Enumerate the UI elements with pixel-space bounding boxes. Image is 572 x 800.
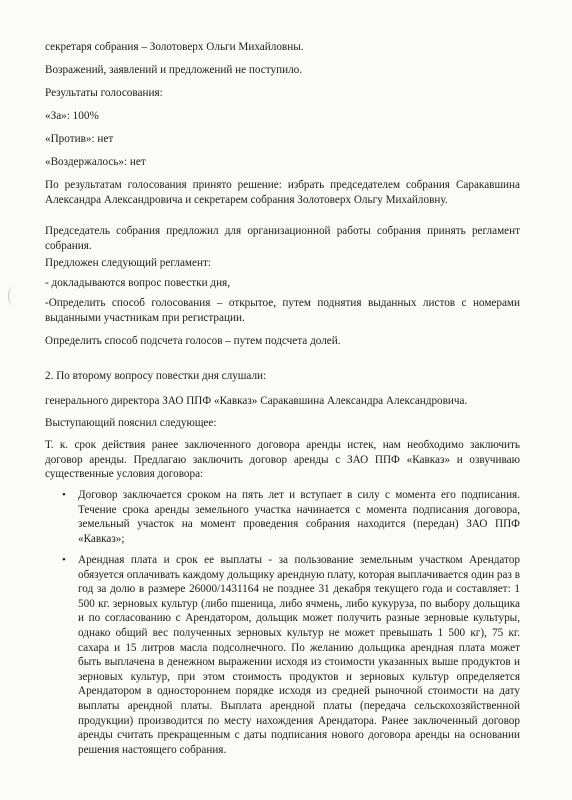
speaker-explained: Выступающий пояснил следующее:	[45, 417, 217, 429]
objections-line: Возражений, заявлений и предложений не поступило.	[45, 64, 303, 76]
reglament-intro: Предложен следующий регламент:	[45, 257, 211, 269]
bullet-marker: •	[62, 489, 66, 501]
reglament-item-1: - докладываются вопрос повестки дня,	[45, 277, 230, 289]
second-question: 2. По второму вопросу повестки дня слушали:	[45, 370, 267, 382]
secretary-line: секретаря собрания – Золотоверх Ольги Михайловны.	[45, 41, 304, 53]
bullet-marker: •	[62, 554, 66, 566]
speaker-line: генерального директора ЗАО ППФ «Кавказ» Саракавшина Александра Александровича.	[45, 395, 468, 407]
decision-paragraph: По результатам голосования принято решение: избрать председателем собрания Саракавшина Александра Александровича и секретарем собрания Золотоверх Ольгу Михайловну.	[45, 179, 520, 206]
vote-for: «За»: 100%	[45, 110, 99, 122]
vote-abstained: «Воздержалось»: нет	[45, 156, 146, 168]
reglament-item-2: -Определить способ голосования – открытое, путем поднятия выданных листов с номерами выданными участникам при регистрации.	[45, 297, 520, 324]
chairman-proposal: Председатель собрания предложил для организационной работы собрания принять регламент собрания.	[45, 225, 520, 252]
bullet-lease-term: Договор заключается сроком на пять лет и вступает в силу с момента его подписания. Течение срока аренды земельного участка начинается с момента подписания договора, земельный участок на момент проведения собрания находится (передан) ЗАО ППФ «Кавказ»;	[78, 489, 520, 545]
counting-method: Определить способ подсчета голосов – путем подсчета долей.	[45, 335, 341, 347]
lease-intro-paragraph: Т. к. срок действия ранее заключенного договора аренды истек, нам необходимо заключить договор аренды. Предлагаю заключить договор аренды с ЗАО ППФ «Кавказ» и озвучиваю существенные условия договора:	[45, 439, 520, 481]
voting-results-heading: Результаты голосования:	[45, 87, 163, 99]
binder-hole-mark	[8, 287, 19, 305]
vote-against: «Против»: нет	[45, 133, 114, 145]
bullet-rent-payment: Арендная плата и срок ее выплаты - за пользование земельным участком Арендатор обязуется оплачивать каждому дольщику арендную плату, которая выплачивается один раз в год за долю в размере 26000/1431164 не позднее 31 декабря текущего года и составляет: 1 500 кг. зерновых культур (либо пшеница, либо ячмень, либо кукуруза, по выбору дольщика и по согласованию с Арендатором, дольщик может получить разные зерновые культуры, однако общий вес полученных зерновых культур не может превышать 1 500 кг), 75 кг. сахара и 15 литров масла подсолнечного. По желанию дольщика арендная плата может быть выплачена в денежном выражении исходя из стоимости указанных выше продуктов и зерновых культур, при этом стоимость продуктов и зерновых культур определяется Арендатором в одностороннем порядке исходя из средней рыночной стоимости на дату выплаты арендной платы. Выплата арендной платы (передача сельскохозяйственной продукции) производится по месту нахождения Арендатора. Ранее заключенный договор аренды считать прекращенным с даты подписания нового договора аренды на основании решения настоящего собрания.	[78, 554, 520, 756]
